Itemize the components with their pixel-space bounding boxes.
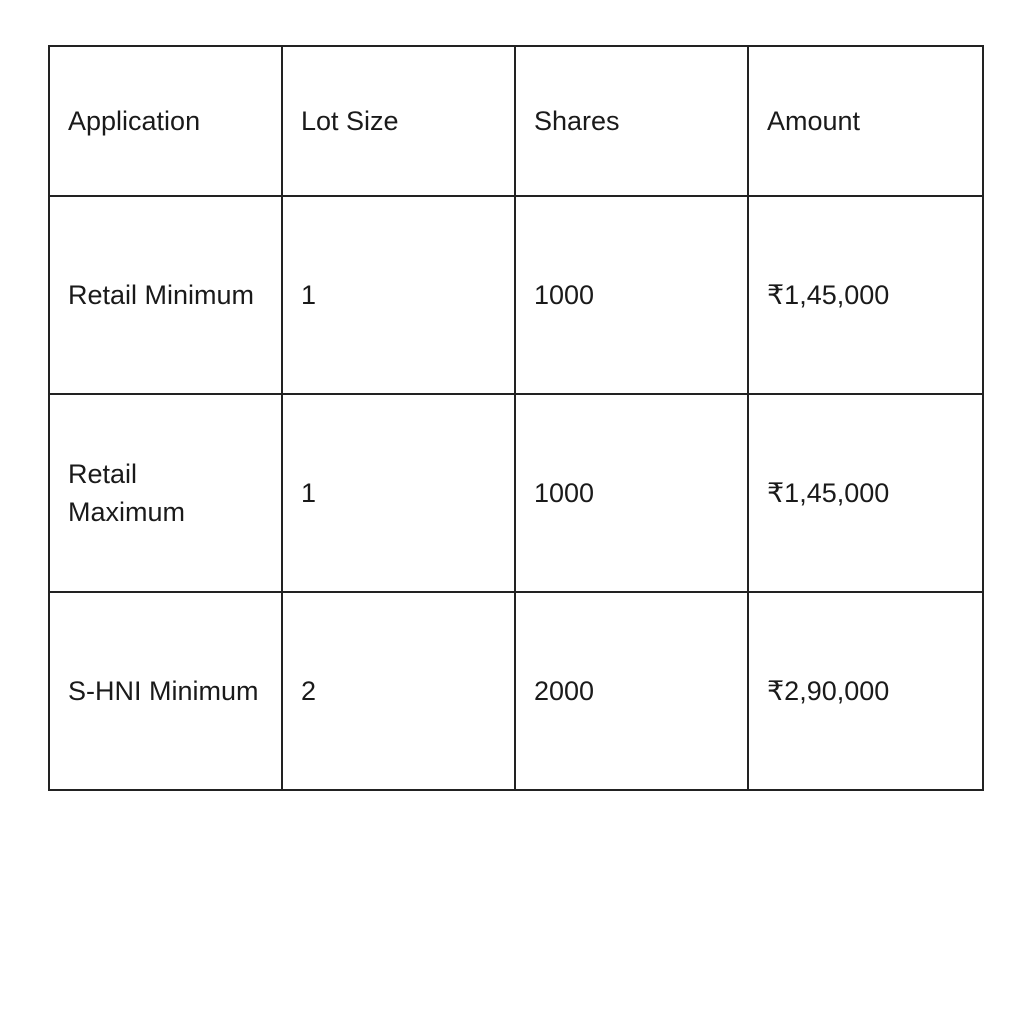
- table-header-row: [49, 46, 983, 196]
- header-application: Application: [49, 46, 282, 196]
- header-lot-size: Lot Size: [282, 46, 515, 196]
- cell-application: Retail Maximum: [49, 394, 282, 592]
- cell-application: Retail Minimum: [49, 196, 282, 394]
- table-row: [49, 394, 983, 592]
- cell-shares: 2000: [515, 592, 748, 790]
- cell-shares: 1000: [515, 394, 748, 592]
- header-shares: Shares: [515, 46, 748, 196]
- cell-amount: ₹1,45,000: [748, 196, 983, 394]
- cell-application: S-HNI Minimum: [49, 592, 282, 790]
- header-amount: Amount: [748, 46, 983, 196]
- cell-lot-size: 1: [282, 394, 515, 592]
- cell-shares: 1000: [515, 196, 748, 394]
- table-row: [49, 592, 983, 790]
- cell-lot-size: 1: [282, 196, 515, 394]
- cell-lot-size: 2: [282, 592, 515, 790]
- cell-amount: ₹1,45,000: [748, 394, 983, 592]
- table-row: [49, 196, 983, 394]
- cell-amount: ₹2,90,000: [748, 592, 983, 790]
- lot-size-table: [48, 45, 984, 791]
